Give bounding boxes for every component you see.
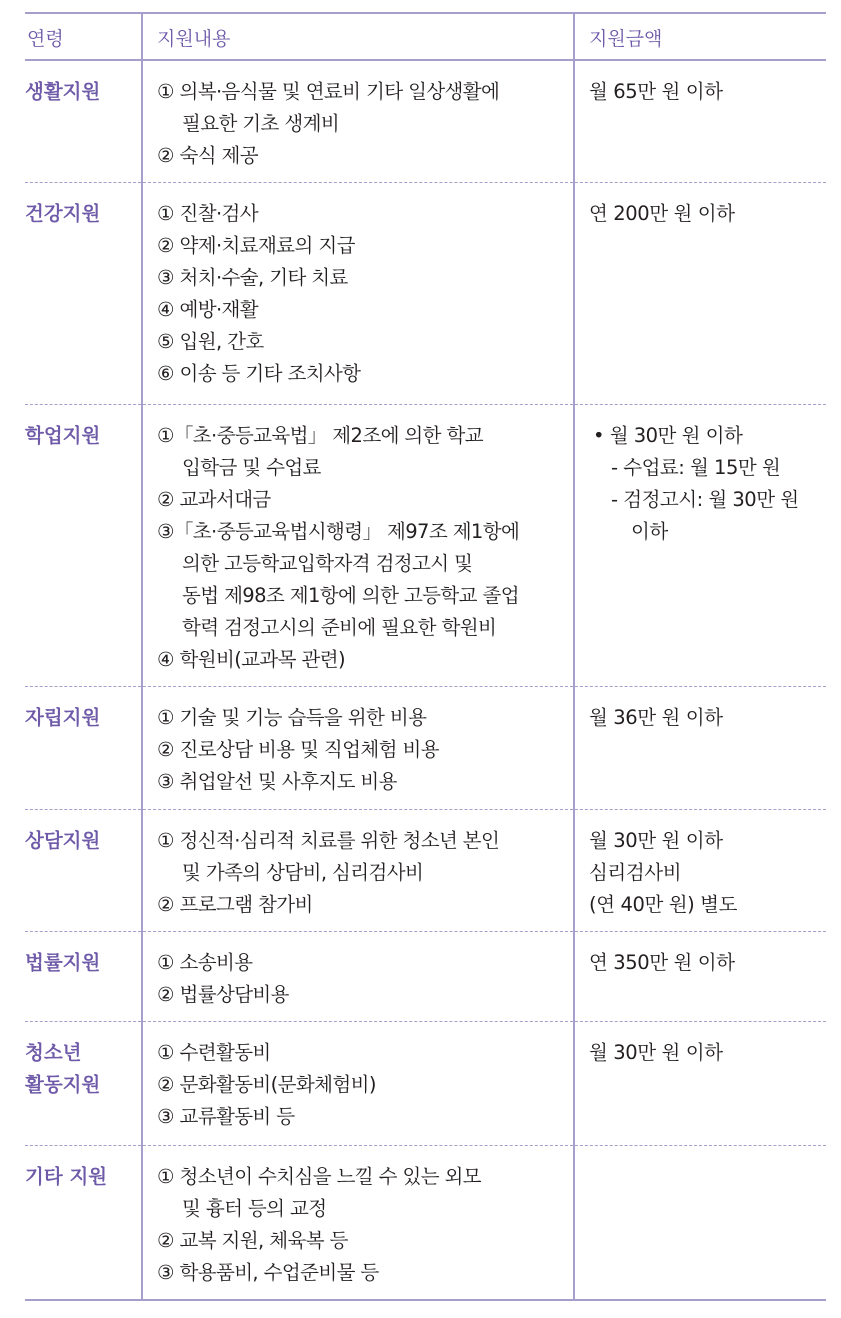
content-item: ④ 예방·재활 [157, 298, 259, 321]
content-item: 동법 제98조 제1항에 의한 고등학교 졸업 [182, 584, 519, 607]
header-support-content: 지원내용 [142, 13, 574, 60]
content-cell [142, 932, 574, 1022]
support-table [25, 12, 826, 1301]
amount-text: (연 40만 원) 별도 [589, 893, 738, 916]
content-cell [142, 405, 574, 687]
category-cell [25, 405, 142, 687]
amount-sub-item: - 검정고시: 월 30만 원 [611, 488, 799, 511]
content-item: ② 법률상담비용 [157, 983, 289, 1006]
content-item: ③ 처치·수술, 기타 치료 [157, 266, 348, 289]
amount-cell [574, 183, 826, 405]
content-item: ① 소송비용 [157, 951, 253, 974]
category-cell [25, 1022, 142, 1146]
amount-cell [574, 810, 826, 932]
amount-cell [574, 1022, 826, 1146]
content-item: ③ 취업알선 및 사후지도 비용 [157, 770, 397, 793]
content-cell [142, 1022, 574, 1146]
content-item: ③ 교류활동비 등 [157, 1105, 295, 1128]
content-cell [142, 60, 574, 183]
content-item: ⑤ 입원, 간호 [157, 330, 264, 353]
category-label: 학업지원 [25, 424, 101, 447]
content-item: ① 수련활동비 [157, 1041, 271, 1064]
category-label: 건강지원 [25, 202, 101, 225]
content-item: ③ 학용품비, 수업준비물 등 [157, 1261, 379, 1284]
content-item: 입학금 및 수업료 [182, 456, 321, 479]
table-row [25, 405, 826, 687]
content-item: ② 문화활동비(문화체험비) [157, 1073, 376, 1096]
amount-text: 월 30만 원 이하 [589, 1041, 723, 1064]
content-item: ② 진로상담 비용 및 직업체험 비용 [157, 738, 439, 761]
category-cell [25, 1146, 142, 1301]
table-row [25, 932, 826, 1022]
table-row [25, 810, 826, 932]
category-cell [25, 932, 142, 1022]
amount-cell [574, 405, 826, 687]
content-item: ⑥ 이송 등 기타 조치사항 [157, 362, 361, 385]
content-item: ① 의복·음식물 및 연료비 기타 일상생활에 [157, 80, 500, 103]
table-header-row [25, 13, 826, 60]
content-item: ① 청소년이 수치심을 느낄 수 있는 외모 [157, 1165, 482, 1188]
content-item: 학력 검정고시의 준비에 필요한 학원비 [182, 616, 497, 639]
table-row [25, 687, 826, 810]
table-row [25, 1022, 826, 1146]
content-item: ② 교과서대금 [157, 488, 271, 511]
amount-text: 월 65만 원 이하 [589, 80, 723, 103]
amount-cell [574, 1146, 826, 1301]
amount-text: 월 36만 원 이하 [589, 706, 723, 729]
category-label: 자립지원 [25, 706, 101, 729]
table-row [25, 60, 826, 183]
amount-text: 연 200만 원 이하 [589, 202, 735, 225]
amount-cell [574, 687, 826, 810]
content-cell [142, 183, 574, 405]
amount-bullet: • 월 30만 원 이하 [593, 424, 743, 447]
content-item: ② 프로그램 참가비 [157, 893, 313, 916]
content-item: 및 흉터 등의 교정 [182, 1197, 327, 1220]
amount-cell [574, 932, 826, 1022]
amount-text: 연 350만 원 이하 [589, 951, 735, 974]
content-item: 필요한 기초 생계비 [182, 112, 340, 135]
content-item: 및 가족의 상담비, 심리검사비 [182, 861, 424, 884]
content-item: ② 숙식 제공 [157, 144, 259, 167]
content-item: ② 약제·치료재료의 지급 [157, 234, 355, 257]
table-row [25, 1146, 826, 1301]
amount-text: 심리검사비 [589, 861, 682, 884]
content-item: ① 정신적·심리적 치료를 위한 청소년 본인 [157, 829, 500, 852]
category-label: 활동지원 [25, 1073, 101, 1096]
category-label: 기타 지원 [25, 1165, 108, 1188]
category-label: 청소년 [25, 1041, 82, 1064]
category-cell [25, 183, 142, 405]
category-label: 상담지원 [25, 829, 101, 852]
category-cell [25, 60, 142, 183]
content-item: ① 진찰·검사 [157, 202, 259, 225]
amount-sub-item: - 수업료: 월 15만 원 [611, 456, 781, 479]
content-cell [142, 687, 574, 810]
category-cell [25, 687, 142, 810]
table-row [25, 183, 826, 405]
content-cell [142, 1146, 574, 1301]
category-label: 생활지원 [25, 80, 101, 103]
content-item: 의한 고등학교입학자격 검정고시 및 [182, 552, 473, 575]
category-label: 법률지원 [25, 951, 101, 974]
content-item: ① 기술 및 기능 습득을 위한 비용 [157, 706, 427, 729]
header-age: 연령 [25, 13, 142, 60]
content-item: ④ 학원비(교과목 관련) [157, 648, 345, 671]
content-item: ③「초·중등교육법시행령」 제97조 제1항에 [157, 520, 520, 543]
amount-cell [574, 60, 826, 183]
content-item: ② 교복 지원, 체육복 등 [157, 1229, 348, 1252]
amount-sub-continuation: 이하 [631, 520, 668, 543]
header-support-amount: 지원금액 [574, 13, 826, 60]
amount-text: 월 30만 원 이하 [589, 829, 723, 852]
content-item: ①「초·중등교육법」 제2조에 의한 학교 [157, 424, 483, 447]
content-cell [142, 810, 574, 932]
category-cell [25, 810, 142, 932]
